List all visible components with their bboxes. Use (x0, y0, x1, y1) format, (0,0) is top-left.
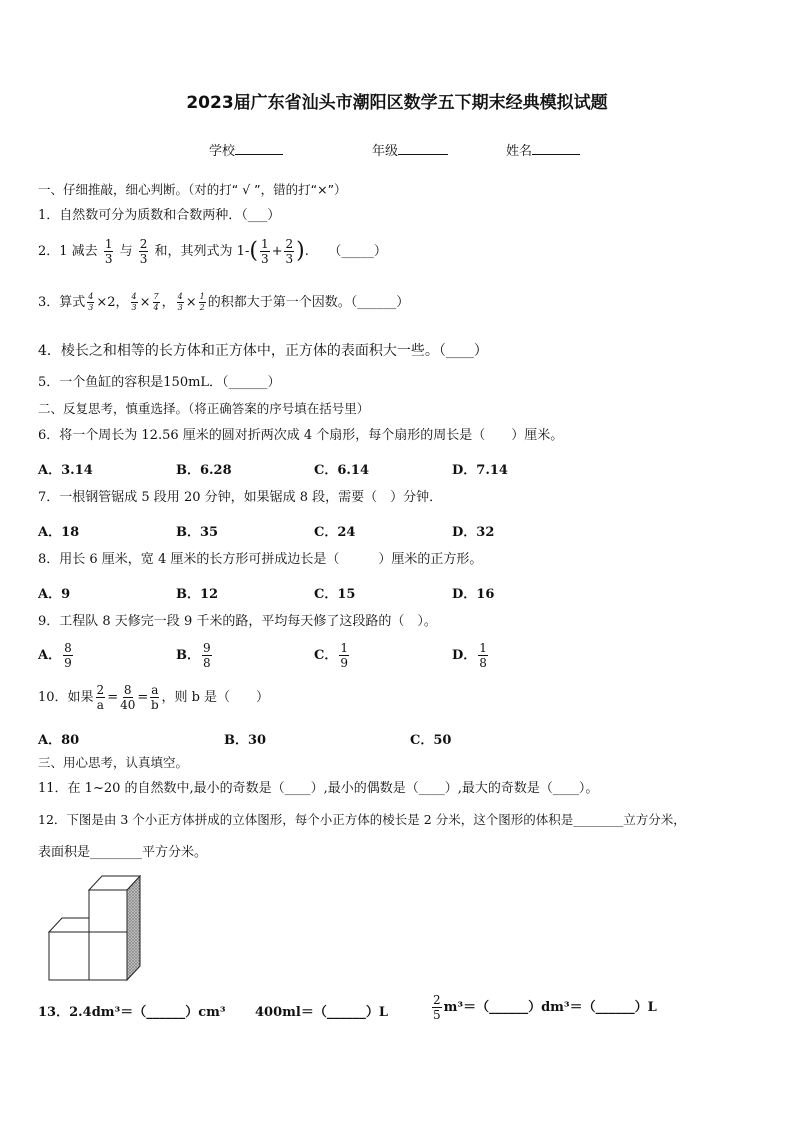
q9-option-b[interactable]: B． $\frac{9}{8}$ (176, 641, 211, 670)
question-6: 6．将一个周长为 12.56 厘米的圆对折两次成 4 个扇形，每个扇形的周长是（ ）厘米。 (38, 428, 564, 443)
question-12-line-1: 12．下图是由 3 个小正方体拼成的立体图形，每个小正方体的棱长是 2 分米，这个图形的体积是________立方分米， (38, 812, 686, 827)
q9-option-c[interactable]: C． $\frac{1}{9}$ (314, 641, 348, 670)
name-label: 姓名 (506, 144, 533, 159)
q6-option-d[interactable]: D．7.14 (452, 463, 508, 478)
q2-fraction-1: $\frac{1}{3}$ (104, 237, 113, 266)
grade-label: 年级 (372, 144, 399, 159)
q2-mid2: 和，其列式为 1- (154, 244, 250, 259)
question-10 (38, 684, 269, 711)
name-field (506, 140, 580, 159)
q10-equals-2: = (137, 690, 149, 705)
q3-fraction-d: $\frac{4}{3}$ (177, 292, 183, 312)
q3-prefix: 3．算式 (38, 295, 86, 310)
q10-option-a[interactable]: A．80 (38, 733, 80, 748)
q2-suffix: . （_____） (304, 244, 387, 259)
section-3-heading: 三、用心思考，认真填空。 (38, 755, 189, 770)
q6-option-a[interactable]: A．3.14 (38, 463, 93, 478)
school-label: 学校 (209, 144, 236, 159)
q10-option-b[interactable]: B．30 (224, 733, 267, 748)
q10-fraction-2: $\frac{8}{40}$ (120, 683, 136, 712)
q2-fraction-2: $\frac{2}{3}$ (139, 237, 148, 266)
page-title: 2023届广东省汕头市潮阳区数学五下期末经典模拟试题 (186, 93, 608, 113)
question-7: 7．一根钢管锯成 5 段用 20 分钟，如果锯成 8 段，需要（ ）分钟． (38, 490, 443, 505)
q3-suffix: 的积都大于第一个因数。（______） (207, 295, 410, 310)
question-5: 5．一个鱼缸的容积是150mL．（______） (38, 375, 281, 390)
q10-option-c[interactable]: C．50 (410, 733, 452, 748)
right-paren: ) (296, 238, 305, 264)
q8-option-d[interactable]: D．16 (452, 587, 495, 602)
question-9: 9．工程队 8 天修完一段 9 千米的路，平均每天修了这段路的（ ）。 (38, 614, 437, 629)
q2-fraction-4: $\frac{2}{3}$ (285, 237, 294, 266)
question-11: 11．在 1~20 的自然数中,最小的奇数是（____）,最小的偶数是（____）,最大的奇数是（____）。 (38, 781, 599, 796)
cube-figure (45, 870, 145, 982)
q9-option-d[interactable]: D． $\frac{1}{8}$ (452, 641, 487, 670)
q8-option-b[interactable]: B．12 (176, 587, 219, 602)
q3-times-2: × (185, 295, 197, 310)
q3-times-1: × (139, 295, 151, 310)
school-blank[interactable] (235, 142, 283, 155)
q2-mid: 与 (119, 244, 133, 259)
q7-option-c[interactable]: C．24 (314, 525, 356, 540)
grade-blank[interactable] (398, 142, 448, 155)
q3-fraction-b: $\frac{4}{3}$ (131, 292, 137, 312)
name-blank[interactable] (532, 142, 580, 155)
q6-option-c[interactable]: C．6.14 (314, 463, 370, 478)
q8-option-a[interactable]: A．9 (38, 587, 71, 602)
q7-option-b[interactable]: B．35 (176, 525, 219, 540)
q8-option-c[interactable]: C．15 (314, 587, 356, 602)
q7-option-a[interactable]: A．18 (38, 525, 80, 540)
section-1-heading: 一、仔细推敲，细心判断。（对的打“ √ ”，错的打“×”） (38, 182, 347, 197)
question-1: 1．自然数可分为质数和合数两种．（___） (38, 208, 281, 223)
q9-option-a[interactable]: A． $\frac{8}{9}$ (38, 641, 72, 670)
question-12-line-2: 表面积是________平方分米。 (38, 845, 208, 860)
q6-option-b[interactable]: B．6.28 (176, 463, 232, 478)
q10-suffix: ，则 b 是（ ） (161, 690, 270, 705)
question-3 (38, 293, 409, 312)
question-13-part-3 (430, 994, 657, 1021)
q2-fraction-3: $\frac{1}{3}$ (260, 237, 269, 266)
q13-fraction: $\frac{2}{5}$ (433, 993, 441, 1022)
q3-fraction-e: $\frac{1}{2}$ (199, 292, 205, 312)
q2-prefix: 2．1 减去 (38, 244, 98, 259)
left-paren: ( (249, 238, 258, 264)
question-13-part-2: 400ml＝（______）L (255, 1005, 388, 1020)
school-field (209, 140, 283, 159)
question-4: 4．棱长之和相等的长方体和正方体中，正方体的表面积大一些。（____） (38, 343, 488, 359)
q3-comma: ， (161, 295, 175, 310)
q3-fraction-c: $\frac{7}{4}$ (153, 292, 159, 312)
question-2: 2．1 减去 $\frac{1}{3}$ 与 $\frac{2}{3}$ 和，其列式为 1-( $\frac{1}{3}$ + $\frac{2}{3}$ ). （_____） (38, 237, 387, 266)
grade-field (372, 140, 448, 159)
q10-fraction-1: $\frac{2}{a}$ (96, 683, 105, 712)
q10-fraction-3: $\frac{a}{b}$ (151, 683, 159, 712)
section-2-heading: 二、反复思考，慎重选择。（将正确答案的序号填在括号里） (38, 401, 370, 416)
q10-equals-1: = (107, 690, 119, 705)
q13-part-3-text: m³＝（______）dm³＝（______）L (443, 1000, 657, 1015)
q3-expr-1: ×2， (96, 295, 129, 310)
q10-prefix: 10．如果 (38, 690, 94, 705)
q3-fraction-a: $\frac{4}{3}$ (88, 292, 94, 312)
question-13-part-1: 13．2.4dm³＝（______）cm³ (38, 1005, 226, 1020)
question-8: 8．用长 6 厘米，宽 4 厘米的长方形可拼成边长是（ ）厘米的正方形。 (38, 552, 483, 567)
q7-option-d[interactable]: D．32 (452, 525, 495, 540)
